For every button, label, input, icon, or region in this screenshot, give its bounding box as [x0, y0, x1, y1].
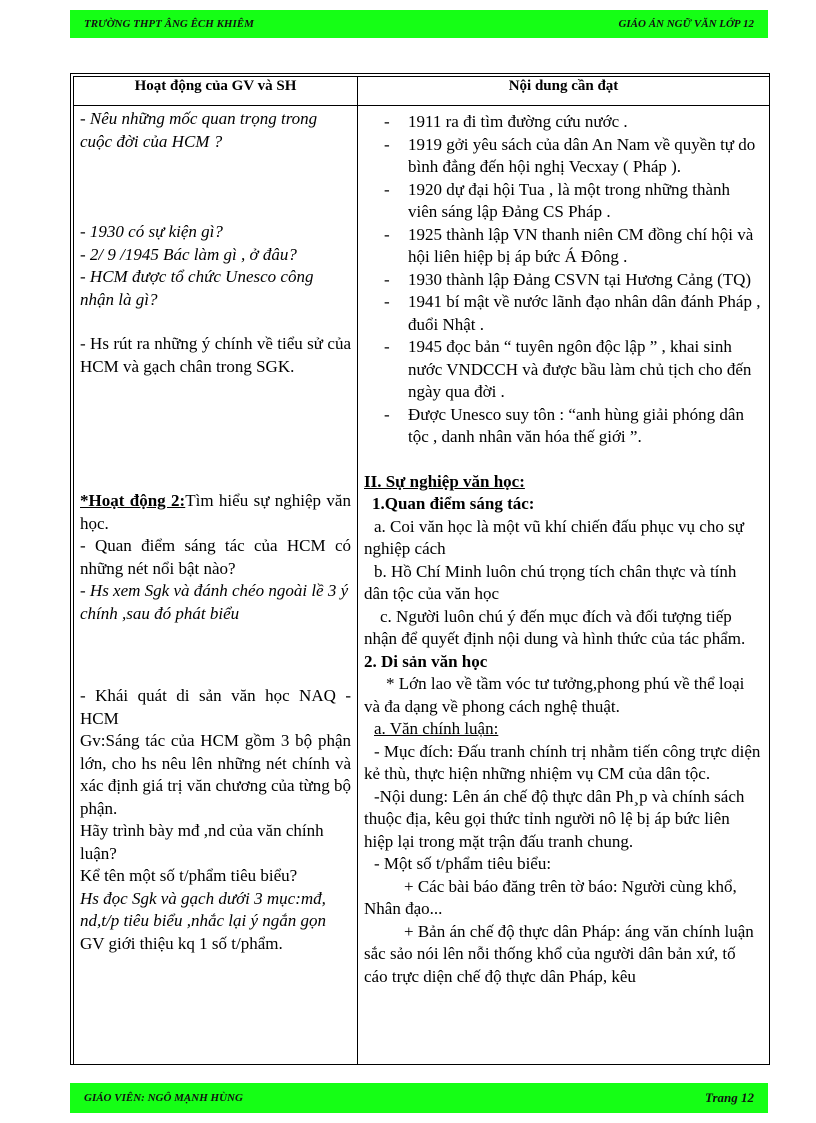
student-task-1: - Hs xem Sgk và đánh chéo ngoài lề 3 ý chính ,sau đó phát biểu: [80, 581, 349, 623]
works-item-1: + Các bài báo đăng trên tờ báo: Người cùng khổ, Nhân đạo...: [364, 876, 737, 918]
point-b: b. Hồ Chí Minh luôn chú trọng tích chân thực và tính dân tộc của văn học: [364, 561, 737, 603]
col2-header: Nội dung cần đạt: [358, 77, 770, 106]
section-2-title: II. Sự nghiệp văn học:: [364, 471, 525, 491]
list-item: - 1919 gởi yêu sách của dân An Nam về quyền tự do bình đẳng đến hội nghị Vecxay ( Pháp ).: [364, 134, 763, 179]
lesson-table: [73, 76, 770, 1065]
list-item: - Được Unesco suy tôn : “anh hùng giải phóng dân tộc , danh nhân văn hóa thế giới ”.: [364, 404, 763, 449]
point-a: a. Coi văn học là một vũ khí chiến đấu phục vụ cho sự nghiệp cách: [364, 516, 744, 558]
teacher-intro: GV giới thiệu kq 1 số t/phẩm.: [80, 933, 283, 953]
student-summary: - Hs rút ra những ý chính về tiểu sử của HCM và gạch chân trong SGK.: [80, 334, 351, 376]
teacher-activity-cell: [74, 106, 358, 1065]
list-item: - 1911 ra đi tìm đường cứu nước .: [364, 111, 763, 134]
list-item: - 1941 bí mật về nước lãnh đạo nhân dân đánh Pháp , đuổi Nhật .: [364, 291, 763, 336]
school-name: TRƯỜNG THPT ÂNG ÊCH KHIÊM: [84, 18, 254, 30]
list-item: - 1930 thành lập Đảng CSVN tại Hương Cảng (TQ): [364, 269, 763, 292]
question-purpose: Hãy trình bày mđ ,nd của văn chính luận?: [80, 821, 324, 863]
list-item: - 1945 đọc bản “ tuyên ngôn độc lập ” , khai sinh nước VNDCCH và được bầu làm chủ tịch cho đến ngày qua đời .: [364, 336, 763, 404]
content-text: -Nội dung: Lên án chế độ thực dân Ph¸p và chính sách thuộc địa, kêu gọi thức tỉnh người nô lệ bị áp bức liên hiệp lại trong mặt trận đấu tranh chung.: [364, 786, 745, 851]
question-works: Kể tên một số t/phẩm tiêu biểu?: [80, 866, 298, 885]
student-task-2: Hs đọc Sgk và gạch dưới 3 mục:mđ, nd,t/p tiêu biểu ,nhắc lại ý ngắn gọn: [80, 888, 326, 930]
timeline-list: [364, 111, 763, 449]
page-header: [70, 10, 768, 38]
teacher-note: Gv:Sáng tác của HCM gồm 3 bộ phận lớn, cho hs nêu lên những nét chính và xác định giá trị văn chương của từng bộ phận.: [80, 731, 352, 818]
legacy-summary: * Lớn lao về tầm vóc tư tưởng,phong phú về thể loại và đa dạng về phong cách nghệ thuật.: [364, 674, 745, 716]
question-milestones: - Nêu những mốc quan trọng trong cuộc đời của HCM ?: [80, 109, 318, 151]
table-header-row: [74, 77, 770, 106]
question-1945: - 2/ 9 /1945 Bác làm gì , ở đâu?: [80, 244, 297, 264]
list-item: - 1920 dự đại hội Tua , là một trong những thành viên sáng lập Đảng CS Pháp .: [364, 179, 763, 224]
table-row: [74, 106, 770, 1065]
page-footer: [70, 1083, 768, 1113]
question-unesco: - HCM được tổ chức Unesco công nhận là gì?: [80, 267, 314, 309]
question-legacy: - Khái quát di sản văn học NAQ - HCM: [80, 686, 351, 728]
col1-header: Hoạt động của GV và SH: [74, 77, 358, 106]
list-item: - 1925 thành lập VN thanh niên CM đồng chí hội và hội liên hiệp bị áp bức Á Đông .: [364, 224, 763, 269]
works-heading: - Một số t/phẩm tiêu biểu:: [374, 854, 552, 873]
page-number: Trang 12: [705, 1090, 754, 1105]
works-item-2: + Bản án chế độ thực dân Pháp: áng văn chính luận sắc sảo nói lên nỗi thống khổ của người dân bản xứ, tố cáo trực diện chế độ thực dân Pháp, kêu: [364, 921, 754, 986]
content-cell: [358, 106, 770, 1065]
political-prose-title: a. Văn chính luận:: [374, 719, 499, 738]
question-1930: - 1930 có sự kiện gì?: [80, 222, 223, 241]
document-title: GIÁO ÁN NGỮ VĂN LỚP 12: [618, 18, 754, 30]
point-c: c. Người luôn chú ý đến mục đích và đối tượng tiếp nhận để quyết định nội dung và hình thức của tác phẩm.: [364, 606, 746, 648]
activity-2: *Hoạt động 2:Tìm hiểu sự nghiệp văn học.: [80, 491, 351, 533]
subsection-1-title: 1.Quan điểm sáng tác:: [372, 494, 535, 513]
subsection-2-title: 2. Di sản văn học: [364, 651, 488, 671]
question-viewpoint: - Quan điểm sáng tác của HCM có những nét nổi bật nào?: [80, 536, 351, 578]
purpose-text: - Mục đích: Đấu tranh chính trị nhằm tiến công trực diện kẻ thù, thực hiện những nhiệm vụ CM của dân tộc.: [364, 741, 761, 783]
teacher-name: GIÁO VIÊN: NGÔ MẠNH HÙNG: [84, 1092, 243, 1104]
